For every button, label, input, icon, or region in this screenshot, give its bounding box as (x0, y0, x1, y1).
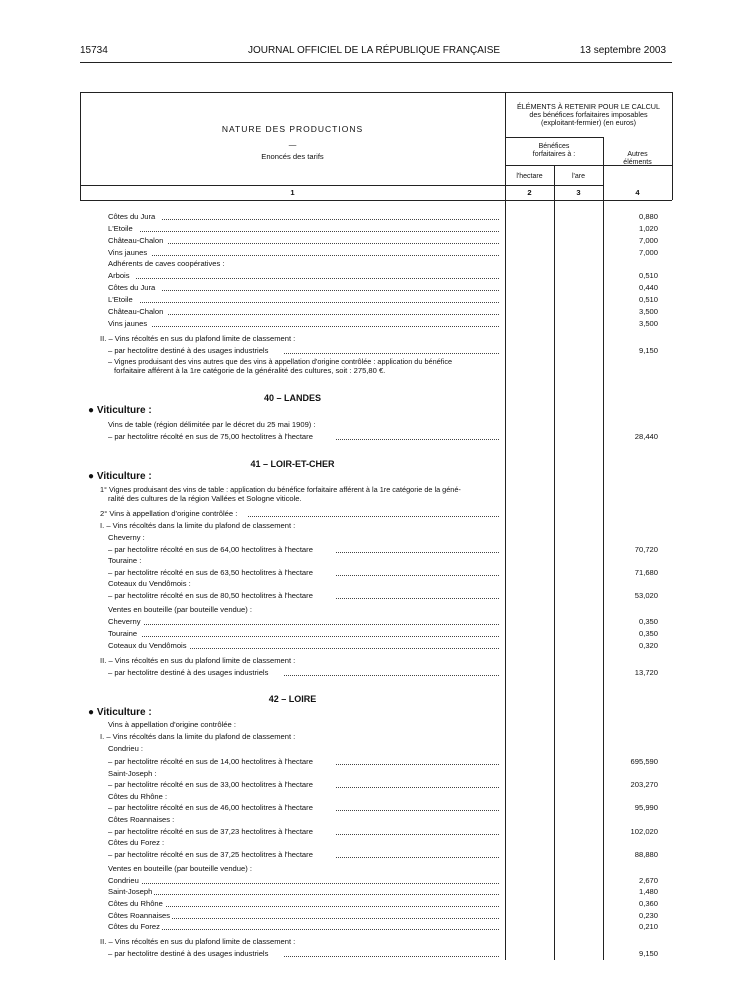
leader-dots (190, 648, 499, 649)
row-label: forfaitaire afférent à la 1re catégorie de la généralité des cultures, soit : 275,80 €. (114, 366, 386, 375)
row-value: 0,360 (638, 899, 658, 908)
row-value: 0,320 (638, 641, 658, 650)
row-value: 0,510 (638, 271, 658, 280)
row-label: Condrieu : (108, 744, 144, 753)
group-header-line2: des bénéfices forfaitaires imposables (529, 110, 648, 119)
leader-dots (140, 231, 499, 232)
bullet-icon: ● (88, 707, 95, 718)
header-rule (80, 62, 672, 63)
row-value: 71,680 (634, 568, 658, 577)
row-label: ralité des cultures de la région Vallées et Sologne viticole. (108, 494, 302, 503)
row-value: 13,720 (634, 668, 658, 677)
row-value: 9,150 (638, 346, 658, 355)
col1-dash: — (288, 140, 297, 149)
row-value: 70,720 (634, 545, 658, 554)
leader-dots (166, 906, 499, 907)
col4-label-line1: Autres (627, 151, 648, 158)
leader-dots (284, 353, 499, 354)
leader-dots (172, 918, 499, 919)
row-label: – par hectolitre récolté en sus de 64,00 hectolitres à l'hectare (108, 545, 313, 554)
row-label: Côtes du Jura (108, 283, 156, 292)
row-label: Ventes en bouteille (par bouteille vendue) : (108, 864, 252, 873)
row-value: 1,020 (638, 224, 658, 233)
leader-dots (336, 857, 499, 858)
leader-dots (336, 764, 499, 765)
row-value: 95,990 (634, 803, 658, 812)
row-label: Côtes du Rhône : (108, 792, 168, 801)
col1-subtitle: Enoncés des tarifs (261, 152, 324, 161)
row-label: – par hectolitre récolté en sus de 14,00 hectolitres à l'hectare (108, 757, 313, 766)
leader-dots (336, 598, 499, 599)
row-value: 695,590 (630, 757, 658, 766)
section-subtitle: ● Viticulture : (88, 471, 152, 482)
row-label: Château-Chalon (108, 307, 164, 316)
row-label: Coteaux du Vendômois (108, 641, 187, 650)
leader-dots (168, 243, 499, 244)
row-label: – par hectolitre récolté en sus de 63,50 hectolitres à l'hectare (108, 568, 313, 577)
row-label: Côtes Roannaises : (108, 815, 175, 824)
row-label: II. – Vins récoltés en sus du plafond limite de classement : (100, 656, 296, 665)
row-label: 1° Vignes produisant des vins de table : application du bénéfice forfaitaire afférent à la 1re catégorie de la géné- (100, 485, 461, 494)
row-label: Ventes en bouteille (par bouteille vendue) : (108, 605, 252, 614)
bullet-icon: ● (88, 405, 95, 416)
row-label: – par hectolitre récolté en sus de 80,50 hectolitres à l'hectare (108, 591, 313, 600)
benefices-label-line1: Bénéfices (538, 143, 570, 150)
page-number: 15734 (80, 45, 108, 56)
row-label: – par hectolitre récolté en sus de 46,00 hectolitres à l'hectare (108, 803, 313, 812)
col4-label-line2: éléments (623, 159, 652, 166)
section-subtitle: ● Viticulture : (88, 405, 152, 416)
row-label: I. – Vins récoltés dans la limite du plafond de classement : (100, 521, 296, 530)
row-value: 2,670 (638, 876, 658, 885)
col3-number: 3 (576, 188, 581, 197)
row-value: 0,210 (638, 922, 658, 931)
row-label: Arbois (108, 271, 130, 280)
row-label: – par hectolitre destiné à des usages industriels (108, 346, 269, 355)
group-header-line1: ÉLÉMENTS À RETENIR POUR LE CALCUL (517, 102, 660, 111)
row-value: 0,510 (638, 295, 658, 304)
row-label: Cheverny (108, 617, 141, 626)
row-label: Coteaux du Vendômois : (108, 579, 191, 588)
row-label: Vins jaunes (108, 248, 148, 257)
section-subtitle: ● Viticulture : (88, 707, 152, 718)
leader-dots (168, 314, 499, 315)
row-label: Château-Chalon (108, 236, 164, 245)
row-value: 7,000 (638, 236, 658, 245)
row-label: I. – Vins récoltés dans la limite du plafond de classement : (100, 732, 296, 741)
col2-number: 2 (527, 188, 532, 197)
row-value: 88,880 (634, 850, 658, 859)
leader-dots (152, 255, 499, 256)
leader-dots (136, 278, 499, 279)
leader-dots (336, 552, 499, 553)
row-label: Vins à appellation d'origine contrôlée : (108, 720, 236, 729)
leader-dots (336, 575, 499, 576)
row-value: 3,500 (638, 307, 658, 316)
row-label: – par hectolitre récolté en sus de 33,00 hectolitres à l'hectare (108, 780, 313, 789)
row-label: Côtes du Jura (108, 212, 156, 221)
leader-dots (140, 302, 499, 303)
leader-dots (336, 810, 499, 811)
leader-dots (142, 883, 499, 884)
col2-label: l'hectare (516, 173, 543, 180)
row-label: L'Etoile (108, 295, 133, 304)
row-label: – par hectolitre récolté en sus de 37,23 hectolitres à l'hectare (108, 827, 313, 836)
row-label: Côtes du Forez : (108, 838, 165, 847)
row-label: Touraine : (108, 556, 142, 565)
row-label: Côtes Roannaises (108, 911, 171, 920)
row-label: L'Etoile (108, 224, 133, 233)
row-value: 203,270 (630, 780, 658, 789)
col4-number: 4 (635, 188, 640, 197)
row-value: 1,480 (638, 887, 658, 896)
publication-date: 13 septembre 2003 (579, 45, 666, 56)
row-label: Touraine (108, 629, 138, 638)
leader-dots (162, 290, 499, 291)
leader-dots (154, 894, 499, 895)
row-label: 2° Vins à appellation d'origine contrôlée : (100, 509, 238, 518)
leader-dots (336, 834, 499, 835)
leader-dots (144, 624, 499, 625)
benefices-label-line2: forfaitaires à : (532, 151, 576, 158)
leader-dots (284, 956, 499, 957)
row-value: 0,880 (638, 212, 658, 221)
row-value: 102,020 (630, 827, 658, 836)
leader-dots (284, 675, 499, 676)
row-label: Vins jaunes (108, 319, 148, 328)
row-value: 0,440 (638, 283, 658, 292)
section-title: 42 – LOIRE (268, 694, 317, 704)
row-label: Vins de table (région délimitée par le décret du 25 mai 1909) : (108, 420, 316, 429)
leader-dots (336, 439, 499, 440)
row-label: – par hectolitre récolté en sus de 37,25 hectolitres à l'hectare (108, 850, 313, 859)
row-value: 0,230 (638, 911, 658, 920)
row-label: II. – Vins récoltés en sus du plafond limite de classement : (100, 334, 296, 343)
col1-title: NATURE DES PRODUCTIONS (221, 124, 364, 134)
leader-dots (248, 516, 499, 517)
row-value: 3,500 (638, 319, 658, 328)
row-value: 0,350 (638, 617, 658, 626)
journal-title: JOURNAL OFFICIEL DE LA RÉPUBLIQUE FRANÇAISE (247, 45, 501, 56)
leader-dots (152, 326, 499, 327)
row-label: – par hectolitre récolté en sus de 75,00 hectolitres à l'hectare (108, 432, 313, 441)
row-label: Adhérents de caves coopératives : (108, 259, 225, 268)
col1-number: 1 (290, 188, 295, 197)
row-label: – par hectolitre destiné à des usages industriels (108, 949, 269, 958)
leader-dots (162, 929, 499, 930)
row-label: – Vignes produisant des vins autres que des vins à appellation d'origine contrôlée : application du bénéfice (108, 357, 453, 366)
row-value: 0,350 (638, 629, 658, 638)
row-value: 9,150 (638, 949, 658, 958)
section-title: 40 – LANDES (263, 393, 322, 403)
leader-dots (142, 636, 499, 637)
row-label: – par hectolitre destiné à des usages industriels (108, 668, 269, 677)
row-value: 7,000 (638, 248, 658, 257)
leader-dots (162, 219, 499, 220)
row-label: Côtes du Forez (108, 922, 160, 931)
row-label: Saint-Joseph (108, 887, 153, 896)
row-label: II. – Vins récoltés en sus du plafond limite de classement : (100, 937, 296, 946)
row-value: 53,020 (634, 591, 658, 600)
section-title: 41 – LOIR-ET-CHER (250, 459, 335, 469)
row-label: Côtes du Rhône (108, 899, 163, 908)
group-header-line3: (exploitant-fermier) (en euros) (540, 118, 637, 127)
leader-dots (336, 787, 499, 788)
bullet-icon: ● (88, 471, 95, 482)
row-label: Saint-Joseph : (108, 769, 157, 778)
row-label: Condrieu (108, 876, 139, 885)
row-label: Cheverny : (108, 533, 145, 542)
col3-label: l'are (571, 173, 585, 180)
row-value: 28,440 (634, 432, 658, 441)
